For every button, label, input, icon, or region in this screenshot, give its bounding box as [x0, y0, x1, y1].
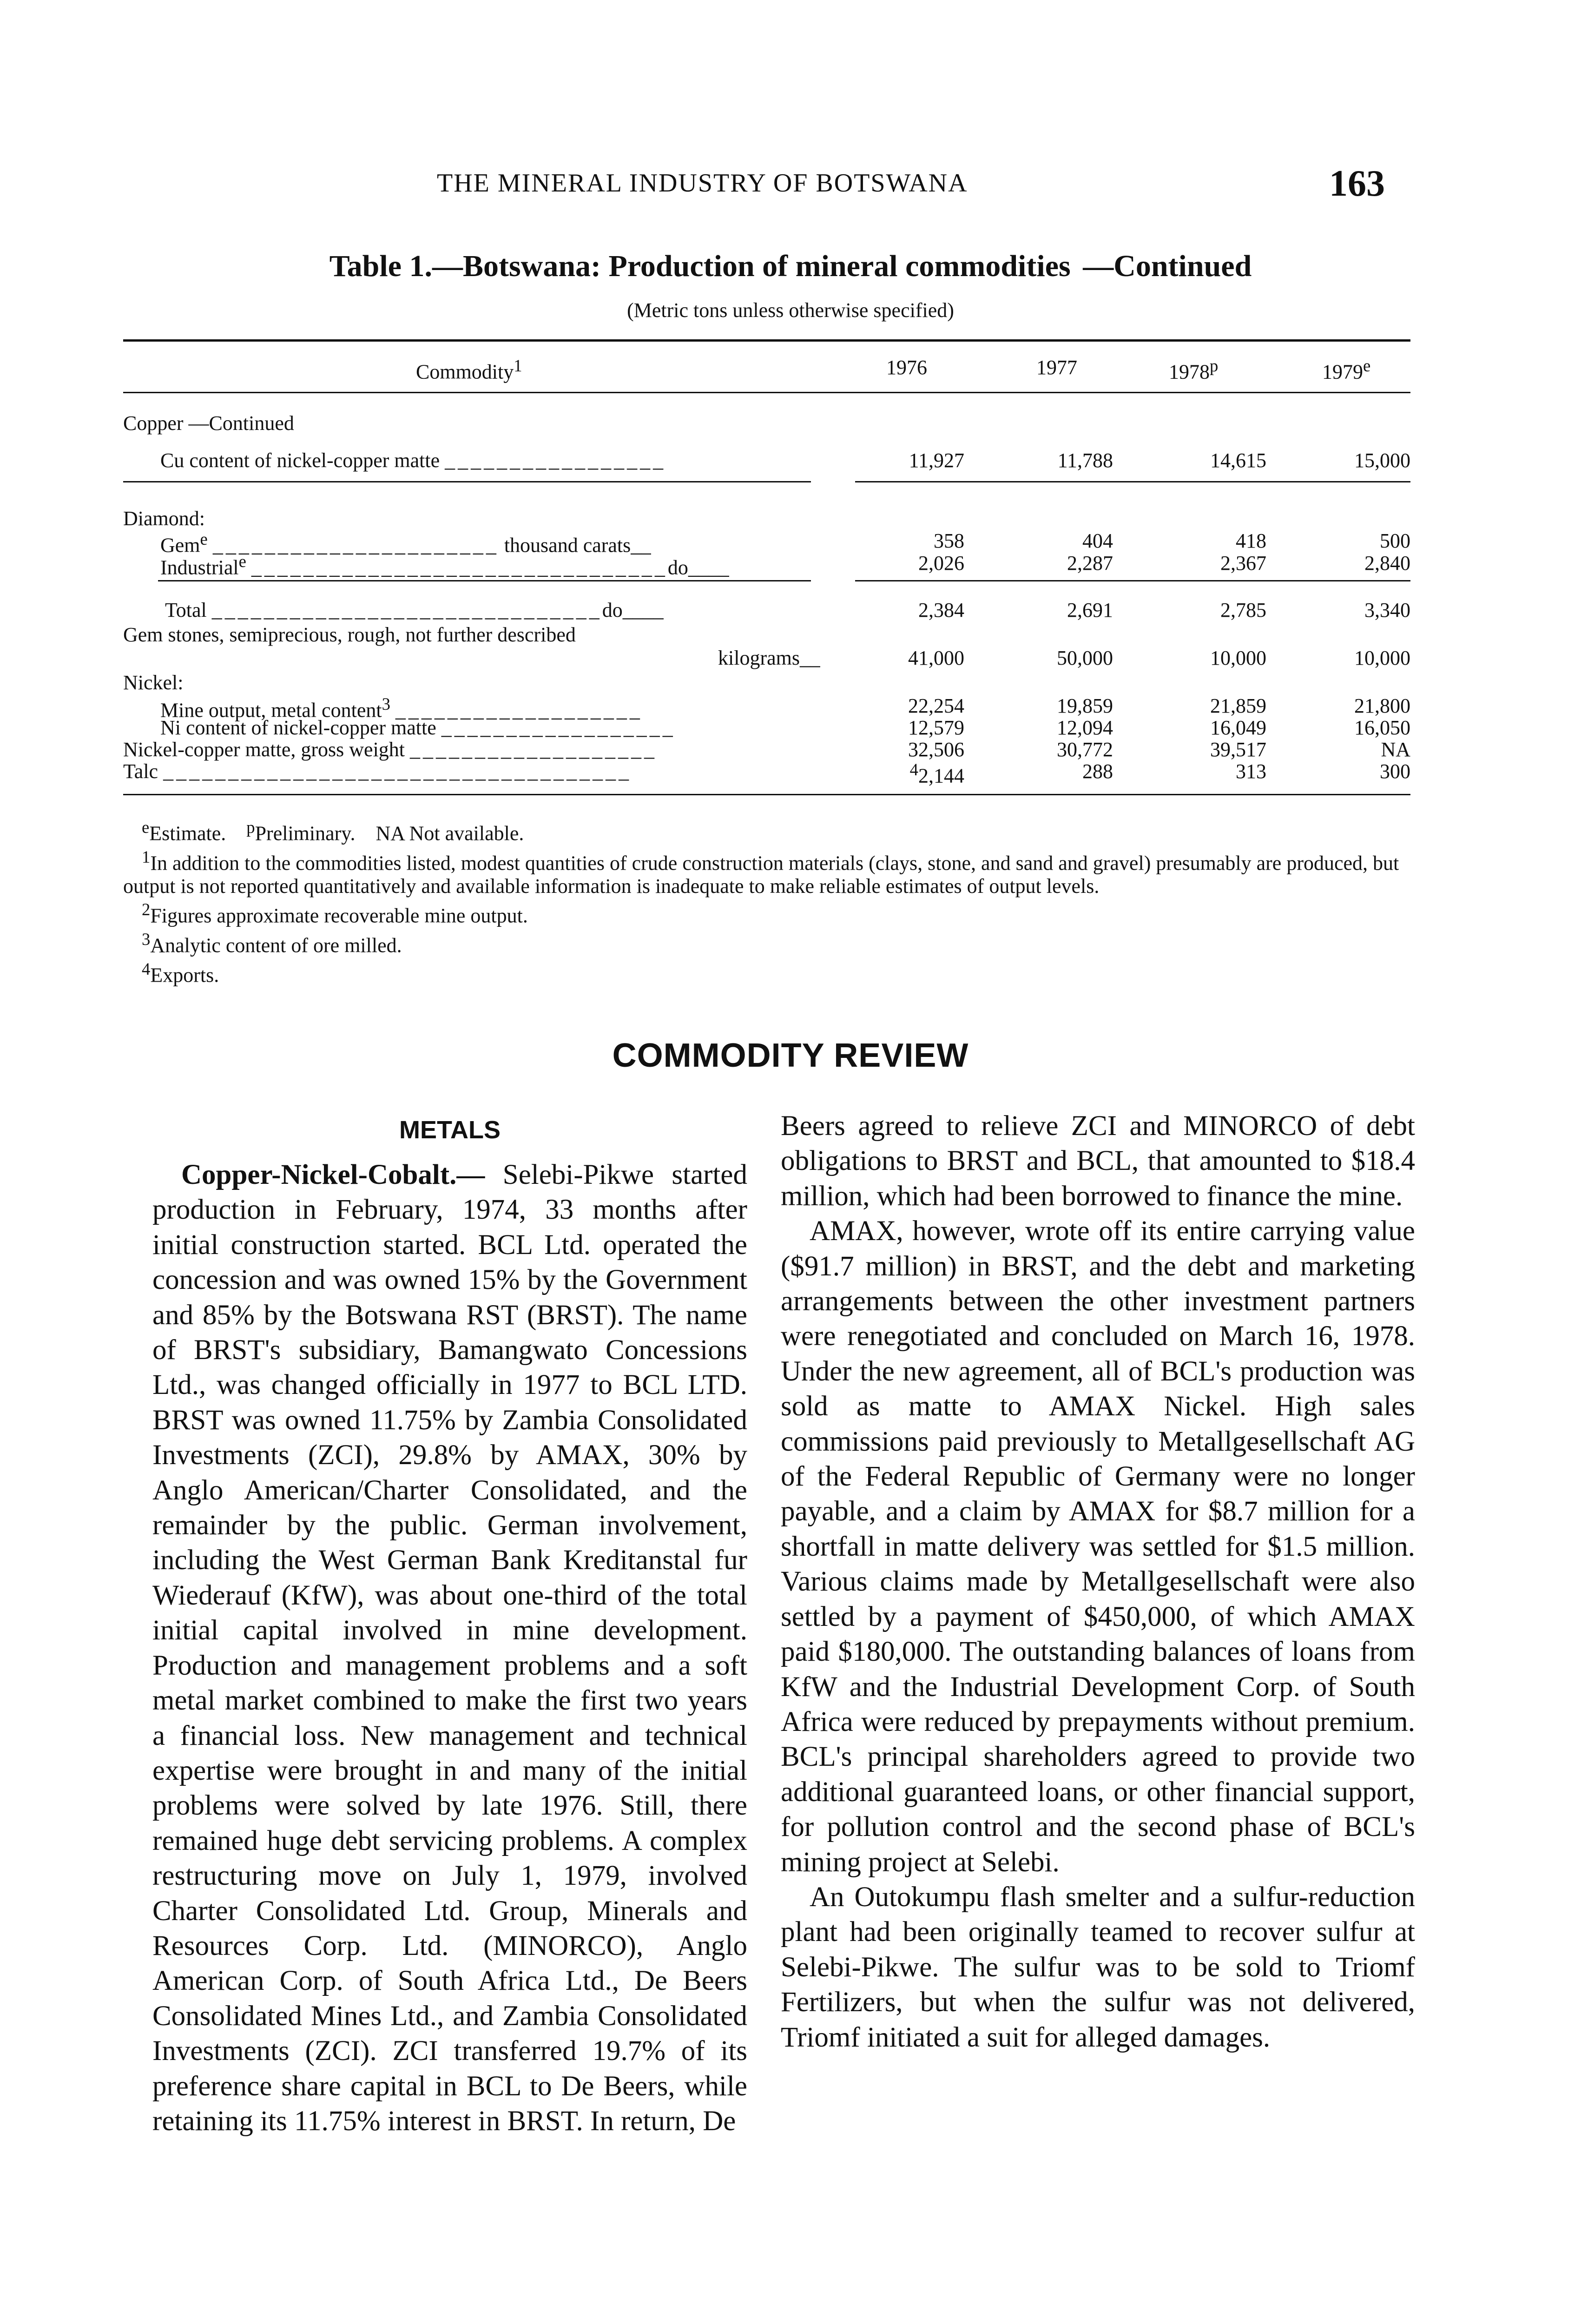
ni-content-1976: 12,579: [908, 716, 964, 739]
cu-1978: 14,615: [1210, 449, 1266, 472]
industrial-1977: 2,287: [1067, 552, 1113, 574]
table-header-row: [123, 356, 1410, 383]
col-1979-header: 1979e: [1322, 356, 1371, 383]
mine-output-1977: 19,859: [1057, 694, 1113, 717]
total-1976: 2,384: [918, 599, 964, 621]
matte-label: Nickel-copper matte, gross weight ___________________: [123, 738, 658, 761]
industrial-1979: 2,840: [1364, 552, 1410, 574]
total-1977: 2,691: [1067, 599, 1113, 621]
table-row: [123, 694, 1410, 722]
footnote-4: $^4$Exports.: [142, 959, 219, 987]
footnote-3: $^3$Analytic content of ore milled.: [142, 929, 402, 957]
col-1976-header: 1976: [886, 356, 927, 379]
right-paragraph-2: AMAX, however, wrote off its entire carrying value ($91.7 million) in BRST, and the debt and marketing arrangements between the other investment partners were renegotiated and concluded on March 16, 1978. Under the new agreement, all of BCL's production was sold as matte to AMAX Nickel. High sales commissions paid previously to Metallgesellschaft AG of the Federal Republic of Germany were no longer payable, and a claim by AMAX for $8.7 million for a shortfall in matte delivery was settled for $1.5 million. Various claims made by Metallgesellschaft were also settled by a payment of $450,000, of which AMAX paid $180,000. The outstanding balances of loans from KfW and the Industrial Development Corp. of South Africa were reduced by prepayments without premium. BCL's principal shareholders agreed to provide two additional guaranteed loans, or other financial support, for pollution control and the second phase of BCL's mining project at Selebi.: [781, 1215, 1415, 1878]
right-paragraph-3: An Outokumpu flash smelter and a sulfur-reduction plant had been originally teamed to recover sulfur at Selebi-Pikwe. The sulfur was to be sold to Triomf Fertilizers, but when the sulfur was not delivered, Triomf initiated a suit for alleged damages.: [781, 1881, 1415, 2053]
gemstones-1976: 41,000: [908, 647, 964, 669]
gemstones-unit: kilograms__: [718, 647, 820, 669]
right-paragraph-1: Beers agreed to relieve ZCI and MINORCO of debt obligations to BRST and BCL, that amounted to $18.4 million, which had been borrowed to finance the mine.: [781, 1110, 1415, 1212]
page-number: 163: [1329, 163, 1385, 204]
left-column: [152, 1157, 747, 2139]
talc-1977: 288: [1082, 760, 1113, 783]
table-top-rule: [123, 339, 1410, 342]
table-row: [123, 759, 1410, 787]
total-label: Total ______________________________do____: [165, 599, 664, 621]
talc-1978: 313: [1236, 760, 1266, 783]
matte-1978: 39,517: [1210, 738, 1266, 761]
industrial-label: Industrial$^e$ ________________________________do____: [160, 552, 729, 579]
matte-1977: 30,772: [1057, 738, 1113, 761]
col-1977-header: 1977: [1036, 356, 1077, 379]
table-row: [123, 738, 1410, 762]
section-rule: [855, 481, 1410, 482]
cu-1979: 15,000: [1354, 449, 1410, 472]
section-rule: [123, 481, 811, 482]
mine-output-1979: 21,800: [1354, 694, 1410, 717]
right-column: [781, 1109, 1415, 2055]
footnote-2: $^2$Figures approximate recoverable mine output.: [142, 900, 528, 927]
table-title-continued: —Continued: [1083, 249, 1252, 283]
gemstones-1978: 10,000: [1210, 647, 1266, 669]
industrial-1976: 2,026: [918, 552, 964, 574]
gem-1977: 404: [1082, 529, 1113, 552]
talc-label: Talc ____________________________________: [123, 760, 632, 783]
table-row: [123, 449, 1410, 473]
table-header-rule: [123, 392, 1410, 393]
gem-label: Gem$^e$ ______________________ thousand carats__: [160, 529, 652, 557]
ni-content-1978: 16,049: [1210, 716, 1266, 739]
mine-output-1976: 22,254: [908, 694, 964, 717]
running-title: THE MINERAL INDUSTRY OF BOTSWANA: [437, 169, 968, 198]
footnote-legend: $^e$Estimate. $^p$Preliminary. NA Not available.: [142, 818, 524, 845]
gem-1978: 418: [1236, 529, 1266, 552]
diamond-heading-row: [123, 507, 1410, 531]
total-1979: 3,340: [1364, 599, 1410, 621]
gem-1976: 358: [934, 529, 964, 552]
ni-content-1979: 16,050: [1354, 716, 1410, 739]
table-row: [123, 529, 1410, 557]
talc-1976: $^4$2,144: [909, 760, 964, 787]
cu-1977: 11,788: [1057, 449, 1113, 472]
table-row: [123, 716, 1410, 740]
table-title: [0, 249, 1581, 284]
metals-heading: METALS: [399, 1116, 501, 1144]
subtotal-rule: [158, 580, 811, 581]
subtotal-rule: [855, 580, 1410, 581]
matte-1976: 32,506: [908, 738, 964, 761]
commodity-review-heading: COMMODITY REVIEW: [612, 1037, 969, 1074]
gemstones-row-label: [123, 623, 1410, 647]
gemstones-label: Gem stones, semiprecious, rough, not further described: [123, 623, 576, 646]
gemstones-1979: 10,000: [1354, 647, 1410, 669]
matte-1979: NA: [1381, 738, 1410, 761]
run-in-heading: Copper-Nickel-Cobalt.—: [181, 1159, 485, 1190]
talc-1979: 300: [1380, 760, 1410, 783]
copper-heading: Copper —Continued: [123, 412, 294, 435]
mine-output-label: Mine output, metal content$^3$ ___________________: [160, 694, 643, 722]
footnote-1: $^1$In addition to the commodities listed, modest quantities of crude construction materials (clays, stone, and sand and gravel) presumably are produced, but output is not reported quantitatively and available information is inadequate to make reliable estimates of output levels.: [123, 847, 1399, 898]
diamond-heading: Diamond:: [123, 507, 205, 530]
col-commodity-header: Commodity$^1$: [416, 356, 522, 383]
table-bottom-rule: [123, 794, 1410, 795]
gem-1979: 500: [1380, 529, 1410, 552]
table-row: [123, 598, 1410, 622]
total-1978: 2,785: [1220, 599, 1266, 621]
industrial-1978: 2,367: [1220, 552, 1266, 574]
table-title-main: Table 1.—Botswana: Production of mineral commodities: [329, 249, 1071, 283]
cu-1976: 11,927: [909, 449, 964, 472]
table-subtitle: (Metric tons unless otherwise specified): [627, 299, 954, 322]
table-footnotes: [123, 816, 1410, 987]
ni-content-1977: 12,094: [1057, 716, 1113, 739]
table-row: [123, 551, 1410, 579]
left-paragraph: Copper-Nickel-Cobalt.— Selebi-Pikwe started production in February, 1974, 33 months after initial construction started. BCL Ltd. operated the concession and was owned 15% by the Government and 85% by the Botswana RST (BRST). The name of BRST's subsidiary, Bamangwato Concessions Ltd., was changed officially in 1977 to BCL LTD. BRST was owned 11.75% by Zambia Consolidated Investments (ZCI), 29.8% by AMAX, 30% by Anglo American/Charter Consolidated, and the remainder by the public. German involvement, including the West German Bank Kreditanstal fur Wiederauf (KfW), was about one-third of the total initial capital involved in mine development. Production and management problems and a soft metal market combined to make the first two years a financial loss. New management and technical expertise were brought in and many of the initial problems were solved by late 1976. Still, there remained huge debt servicing problems. A complex restructuring move on July 1, 1979, involved Charter Consolidated Ltd. Group, Minerals and Resources Corp. Ltd. (MINORCO), Anglo American Corp. of South Africa Ltd., De Beers Consolidated Mines Ltd., and Zambia Consolidated Investments (ZCI). ZCI transferred 19.7% of its preference share capital in BCL to De Beers, while retaining its 11.75% interest in BRST. In return, De: [152, 1159, 747, 2137]
ni-content-label: Ni content of nickel-copper matte __________________: [160, 716, 676, 739]
nickel-heading: Nickel:: [123, 671, 184, 694]
mine-output-1978: 21,859: [1210, 694, 1266, 717]
table-row: [123, 646, 1410, 670]
col-1978-header: 1978$^p$: [1169, 356, 1219, 383]
cu-content-label: Cu content of nickel-copper matte _________________: [160, 449, 666, 472]
gemstones-1977: 50,000: [1057, 647, 1113, 669]
copper-heading-row: [123, 411, 1410, 436]
nickel-heading-row: [123, 671, 1410, 695]
